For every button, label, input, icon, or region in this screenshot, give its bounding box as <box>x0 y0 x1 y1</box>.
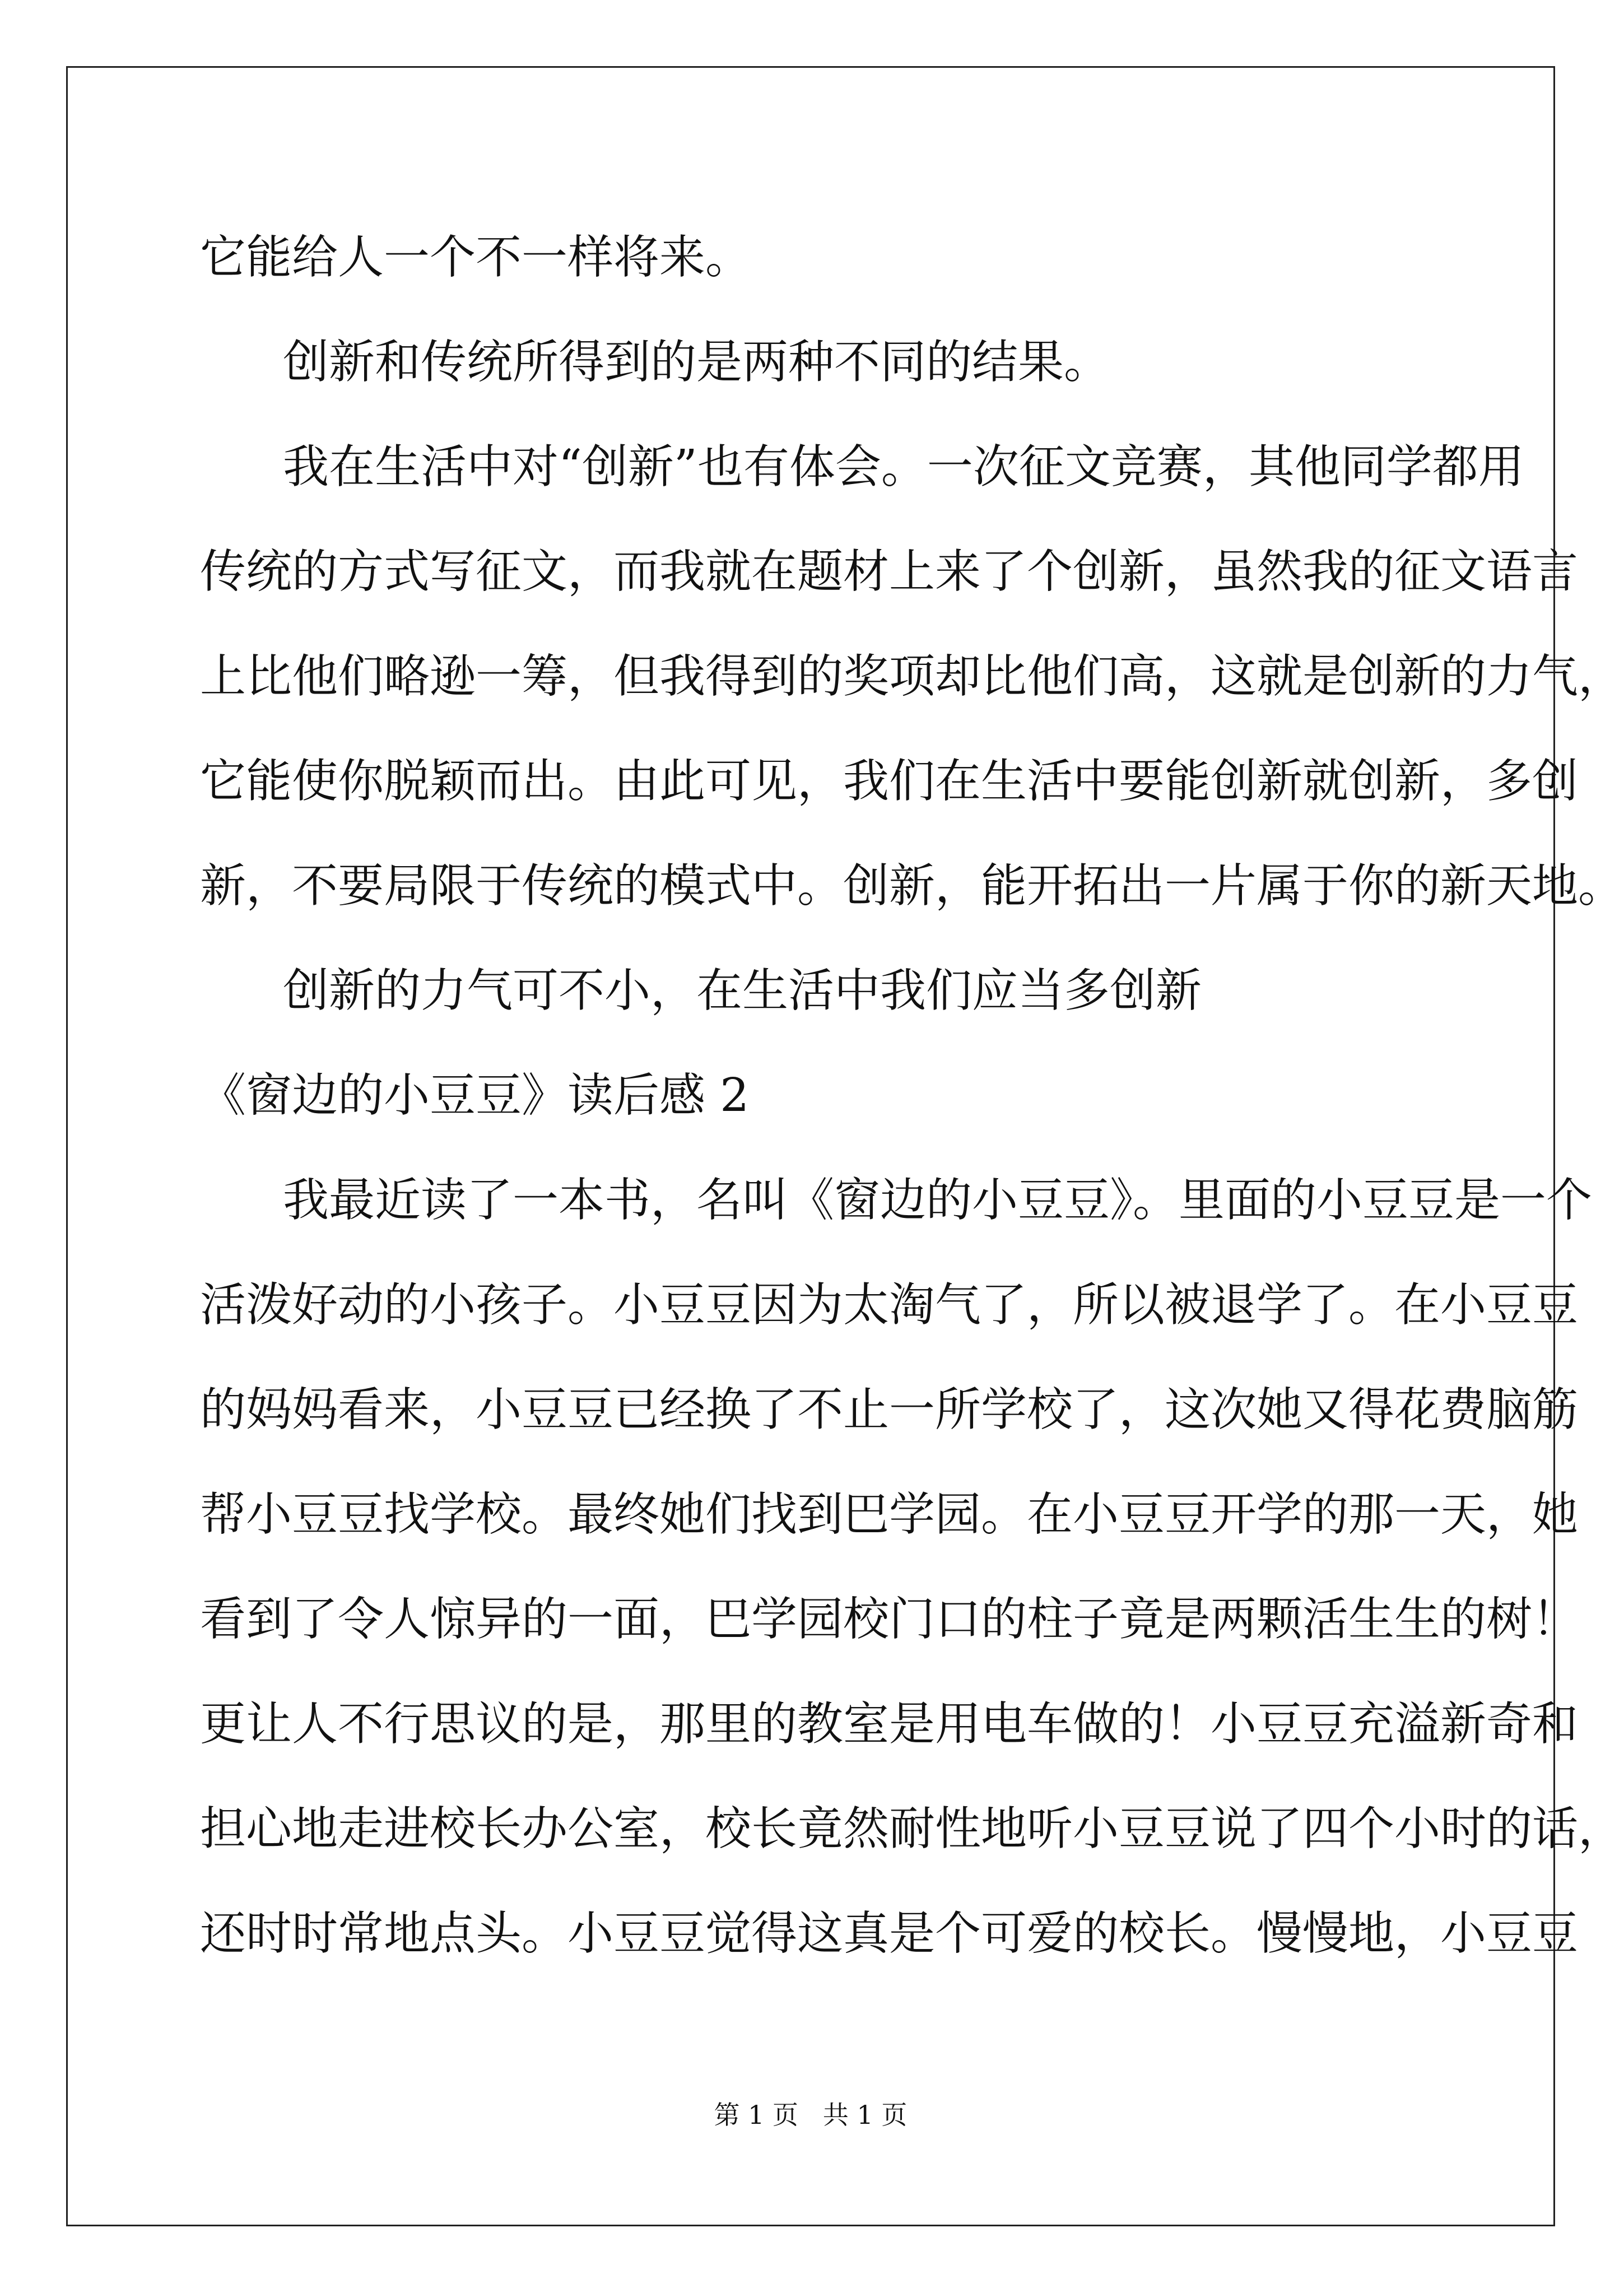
text-line-5: 上比他们略逊一筹，但我得到的奖项却比他们高，这就是创新的力气， <box>200 650 1624 703</box>
text-line-11: 活泼好动的小孩子。小豆豆因为太淘气了，所以被退学了。在小豆豆 <box>200 1278 1579 1332</box>
text-line-6: 它能使你脱颖而出。由此可见，我们在生活中要能创新就创新，多创 <box>200 755 1579 808</box>
text-line-8: 创新的力气可不小，在生活中我们应当多创新 <box>283 964 1202 1017</box>
document-body <box>200 205 1624 1986</box>
text-line-16: 担心地走进校长办公室，校长竟然耐性地听小豆豆说了四个小时的话， <box>200 1802 1624 1855</box>
section-heading: 《窗边的小豆豆》读后感 2 <box>200 1069 750 1122</box>
text-line-3: 我在生活中对“创新”也有体会。一次征文竞赛，其他同学都用 <box>283 440 1524 494</box>
text-line-14: 看到了令人惊异的一面，巴学园校门口的柱子竟是两颗活生生的树！ <box>200 1593 1579 1646</box>
text-line-10: 我最近读了一本书，名叫《窗边的小豆豆》。里面的小豆豆是一个 <box>283 1174 1593 1227</box>
text-line-12: 的妈妈看来，小豆豆已经换了不止一所学校了，这次她又得花费脑筋 <box>200 1383 1579 1436</box>
text-line-17: 还时时常地点头。小豆豆觉得这真是个可爱的校长。慢慢地，小豆豆 <box>200 1907 1579 1960</box>
text-line-1: 它能给人一个不一样将来。 <box>200 231 752 284</box>
text-line-2: 创新和传统所得到的是两种不同的结果。 <box>283 336 1110 389</box>
text-line-13: 帮小豆豆找学校。最终她们找到巴学园。在小豆豆开学的那一天，她 <box>200 1488 1579 1541</box>
page-footer: 第 1 页 共 1 页 <box>714 2100 908 2130</box>
text-line-15: 更让人不行思议的是，那里的教室是用电车做的！小豆豆充溢新奇和 <box>200 1697 1579 1751</box>
text-line-4: 传统的方式写征文，而我就在题材上来了个创新，虽然我的征文语言 <box>200 545 1579 598</box>
text-line-7: 新，不要局限于传统的模式中。创新，能开拓出一片属于你的新天地。 <box>200 859 1624 913</box>
